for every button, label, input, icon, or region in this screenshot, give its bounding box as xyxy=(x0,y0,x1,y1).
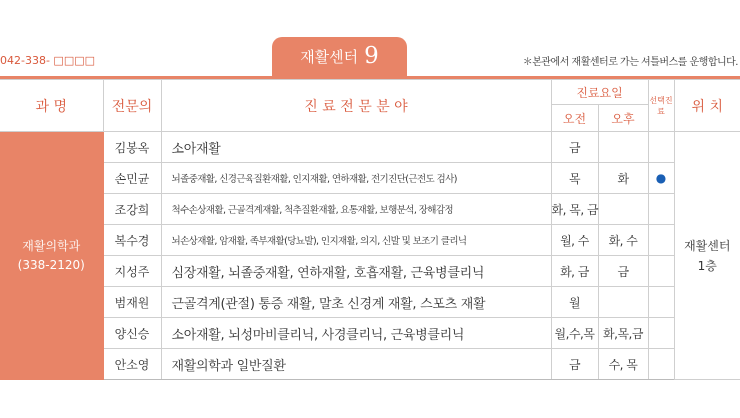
department-name: 재활의학과 xyxy=(22,238,81,253)
doctor-name: 범재원 xyxy=(103,287,161,318)
select-mark xyxy=(648,287,674,318)
phone-number: 042-338- □□□□ xyxy=(0,54,95,67)
specialty-text: 근골격계(관절) 통증 재활, 말초 신경계 재활, 스포츠 재활 xyxy=(161,287,551,318)
select-mark xyxy=(648,225,674,256)
doctor-name: 조강희 xyxy=(103,194,161,225)
am-days: 금 xyxy=(551,349,598,380)
header-bar xyxy=(0,0,740,76)
select-mark xyxy=(648,194,674,225)
table-row xyxy=(0,132,740,163)
location-line2: 1층 xyxy=(697,258,717,273)
table-row xyxy=(0,194,740,225)
pm-days: 화, 수 xyxy=(598,225,648,256)
department-phone: (338-2120) xyxy=(17,257,85,272)
select-mark xyxy=(648,132,674,163)
schedule-table xyxy=(0,79,740,380)
specialty-text: 뇌졸중재활, 신경근육질환재활, 인지재활, 연하재활, 전기진단(근전도 검사) xyxy=(161,163,551,194)
specialty-text: 심장재활, 뇌졸중재활, 연하재활, 호흡재활, 근육병클리닉 xyxy=(161,256,551,287)
specialty-text: 재활의학과 일반질환 xyxy=(161,349,551,380)
select-mark xyxy=(648,349,674,380)
table-row xyxy=(0,256,740,287)
location-cell xyxy=(674,132,740,380)
am-days: 금 xyxy=(551,132,598,163)
col-location: 위 치 xyxy=(674,80,740,132)
table-row xyxy=(0,287,740,318)
am-days: 월,수,목 xyxy=(551,318,598,349)
specialty-text: 척수손상재활, 근골격계재활, 척추질환재활, 요통재활, 보행분석, 장해감정 xyxy=(161,194,551,225)
select-mark: ● xyxy=(648,163,674,194)
pm-days: 화,목,금 xyxy=(598,318,648,349)
am-days: 목 xyxy=(551,163,598,194)
col-doctor: 전문의 xyxy=(103,80,161,132)
col-select: 선택진료 xyxy=(648,80,674,132)
doctor-name: 복수경 xyxy=(103,225,161,256)
table-row xyxy=(0,318,740,349)
col-days: 진료요일 xyxy=(551,80,648,105)
shuttle-notice: ＊본관에서 재활센터로 가는 셔틀버스를 운행합니다. xyxy=(522,57,738,68)
pm-days xyxy=(598,287,648,318)
center-tab-number: 9 xyxy=(364,43,379,69)
select-mark xyxy=(648,318,674,349)
col-pm: 오후 xyxy=(598,105,648,132)
center-tab-title: 재활센터 xyxy=(300,48,359,66)
doctor-name: 지성주 xyxy=(103,256,161,287)
table-row xyxy=(0,349,740,380)
doctor-name: 양신승 xyxy=(103,318,161,349)
am-days: 화, 목, 금 xyxy=(551,194,598,225)
col-specialty: 진 료 전 문 분 야 xyxy=(161,80,551,132)
am-days: 월, 수 xyxy=(551,225,598,256)
am-days: 월 xyxy=(551,287,598,318)
pm-days xyxy=(598,194,648,225)
doctor-name: 손민균 xyxy=(103,163,161,194)
department-cell xyxy=(0,132,103,380)
pm-days: 화 xyxy=(598,163,648,194)
am-days: 화, 금 xyxy=(551,256,598,287)
col-dept: 과 명 xyxy=(0,80,103,132)
pm-days: 금 xyxy=(598,256,648,287)
table-row xyxy=(0,163,740,194)
center-tab xyxy=(272,37,407,76)
specialty-text: 소아재활, 뇌성마비클리닉, 사경클리닉, 근육병클리닉 xyxy=(161,318,551,349)
doctor-name: 김봉옥 xyxy=(103,132,161,163)
col-am: 오전 xyxy=(551,105,598,132)
pm-days xyxy=(598,132,648,163)
table-row xyxy=(0,225,740,256)
specialty-text: 소아재활 xyxy=(161,132,551,163)
pm-days: 수, 목 xyxy=(598,349,648,380)
specialty-text: 뇌손상재활, 암재활, 족부재활(당뇨발), 인지재활, 의지, 신발 및 보조기 클리닉 xyxy=(161,225,551,256)
location-line1: 재활센터 xyxy=(684,238,731,253)
select-mark xyxy=(648,256,674,287)
doctor-name: 안소영 xyxy=(103,349,161,380)
